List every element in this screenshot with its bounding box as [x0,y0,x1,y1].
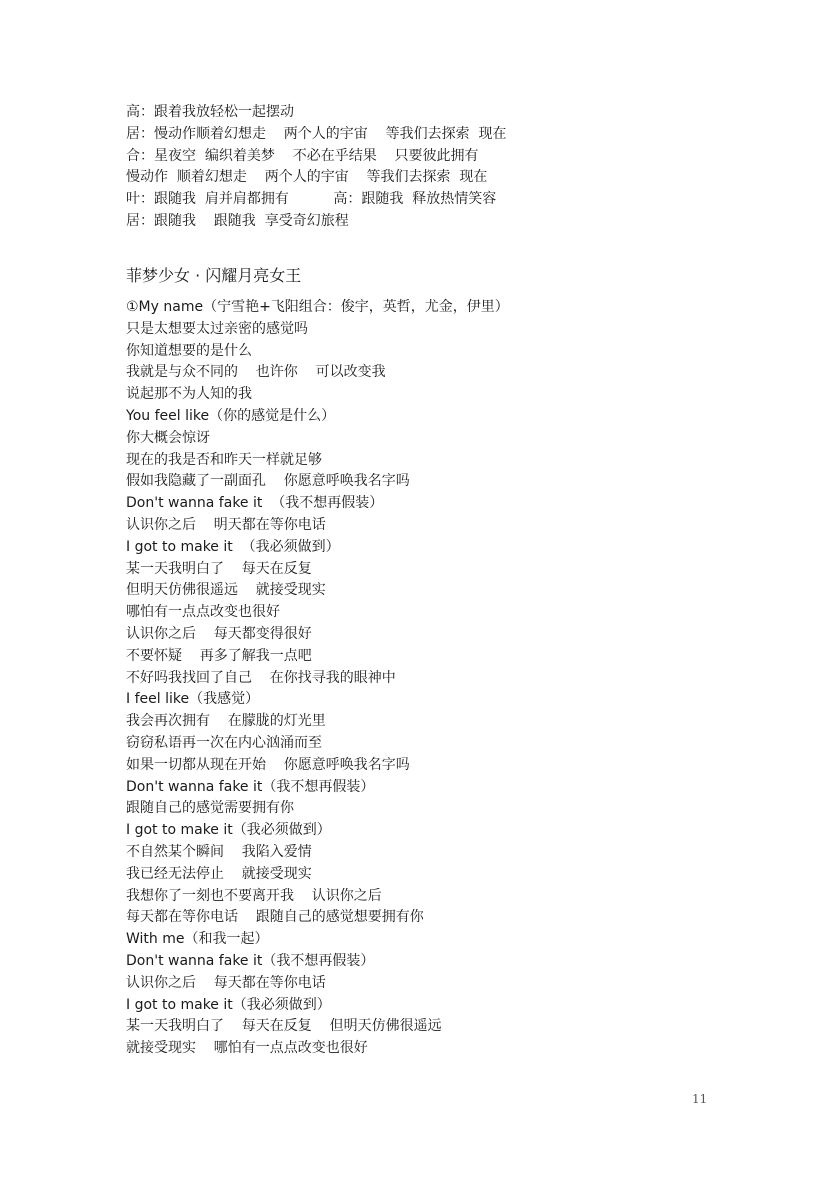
lyric-line: 我想你了一刻也不要离开我 认识你之后 [126,887,382,904]
lyric-line: 认识你之后 每天都变得很好 [126,625,312,642]
lyric-line: With me（和我一起） [126,931,269,948]
lyric-line: 某一天我明白了 每天在反复 但明天仿佛很遥远 [126,1018,442,1035]
lyric-line: 认识你之后 明天都在等你电话 [126,516,326,533]
lyric-line: I got to make it（我必须做到） [126,822,331,839]
lyric-line: You feel like（你的感觉是什么） [126,407,336,424]
lyric-line: 我就是与众不同的 也许你 可以改变我 [126,364,386,381]
lyric-line: 只是太想要太过亲密的感觉吗 [126,320,308,337]
lyric-line: Don't wanna fake it（我不想再假装） [126,778,375,795]
lyric-line: 现在的我是否和昨天一样就足够 [126,451,322,468]
lyric-line: 认识你之后 每天都在等你电话 [126,974,326,991]
lyric-line: 我已经无法停止 就接受现实 [126,865,312,882]
lyric-line: 说起那不为人知的我 [126,386,252,403]
lyric-line: Don't wanna fake it（我不想再假装） [126,952,375,969]
lyric-line: I got to make it （我必须做到） [126,538,340,555]
lyric-line: 我会再次拥有 在朦胧的灯光里 [126,713,326,730]
lyric-line: ①My name（宁雪艳+飞阳组合：俊宇，英哲，尤金，伊里） [126,299,509,315]
lyric-line: I got to make it（我必须做到） [126,996,331,1013]
lyric-line: 如果一切都从现在开始 你愿意呼唤我名字吗 [126,756,410,773]
lyric-line: 不自然某个瞬间 我陷入爱情 [126,843,312,860]
lyric-line: 合：星夜空 编织着美梦 不必在乎结果 只要彼此拥有 [126,147,479,164]
page-number: 11 [692,1092,708,1106]
lyric-line: 不要怀疑 再多了解我一点吧 [126,647,312,664]
section-title: 菲梦少女 · 闪耀月亮女王 [126,266,302,285]
lyric-line: 窃窃私语再一次在内心汹涌而至 [126,734,322,751]
lyric-line: 居：慢动作顺着幻想走 两个人的宇宙 等我们去探索 现在 [126,125,507,142]
lyric-line: 假如我隐藏了一副面孔 你愿意呼唤我名字吗 [126,473,410,490]
lyric-line: 就接受现实 哪怕有一点点改变也很好 [126,1040,368,1057]
lyric-line: 不好吗我找回了自己 在你找寻我的眼神中 [126,669,396,686]
lyric-line: 每天都在等你电话 跟随自己的感觉想要拥有你 [126,909,424,926]
song-lyrics-block [126,297,766,1060]
lyric-line: 你知道想要的是什么 [126,342,252,359]
lyric-line: 跟随自己的感觉需要拥有你 [126,800,294,817]
intro-lyrics-block [126,102,766,233]
lyric-line: 但明天仿佛很遥远 就接受现实 [126,582,326,599]
lyric-line: 慢动作 顺着幻想走 两个人的宇宙 等我们去探索 现在 [126,169,488,186]
lyric-line: 你大概会惊讶 [126,429,210,446]
lyric-line: 哪怕有一点点改变也很好 [126,604,280,621]
lyric-line: 居：跟随我 跟随我 享受奇幻旅程 [126,212,349,229]
lyric-line: 高：跟着我放轻松一起摆动 [126,104,294,120]
lyric-line: 叶：跟随我 肩并肩都拥有 高：跟随我 释放热情笑容 [126,191,497,208]
lyric-line: I feel like（我感觉） [126,691,260,708]
lyric-line: Don't wanna fake it （我不想再假装） [126,495,384,512]
lyric-line: 某一天我明白了 每天在反复 [126,560,312,577]
